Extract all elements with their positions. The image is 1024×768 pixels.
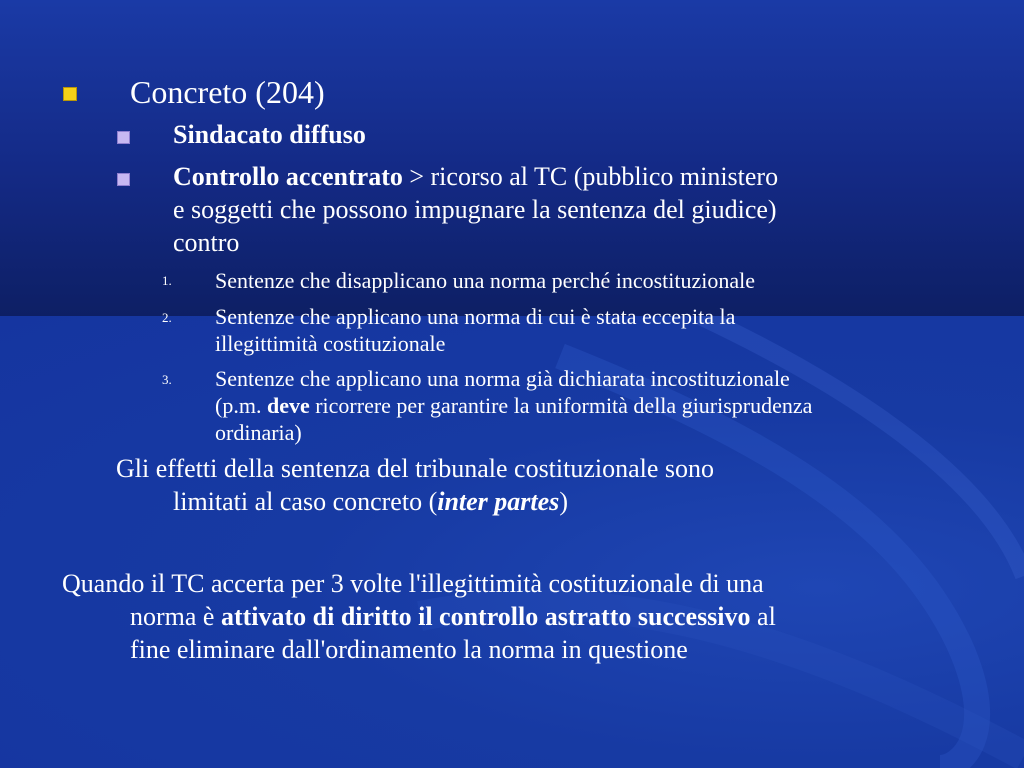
numbered-item-2-line2: illegittimità costituzionale	[215, 331, 446, 356]
numbered-item-3	[215, 366, 790, 392]
bullet-sindacato-diffuso	[173, 120, 366, 150]
numbered-item-2	[215, 304, 735, 330]
controllo-accentrato-line3-text: contro	[173, 228, 240, 257]
bullet-controllo-accentrato	[173, 162, 778, 192]
inter-partes-text: inter partes	[437, 487, 560, 516]
numbered-item-3-line2-post: ricorrere per garantire la uniformità della giurisprudenza	[309, 393, 813, 418]
numbered-item-2-cont	[215, 331, 445, 357]
effects-paragraph-line2-post: )	[559, 487, 568, 516]
final-paragraph-cont	[130, 602, 776, 632]
controllo-accentrato-bold: Controllo accentrato	[173, 162, 403, 191]
numbered-item-1-text: Sentenze che disapplicano una norma perché incostituzionale	[215, 268, 756, 293]
final-paragraph-line2-post: al	[750, 602, 776, 631]
controllo-accentrato-line2-text: e soggetti che possono impugnare la sentenza del giudice)	[173, 195, 777, 224]
list-number-1: 1.	[162, 273, 172, 288]
final-paragraph-line2-pre: norma è	[130, 602, 221, 631]
effects-paragraph-cont	[173, 487, 568, 517]
numbered-item-3-line3: ordinaria)	[215, 420, 302, 445]
heading-concreto	[130, 74, 325, 111]
final-paragraph	[62, 569, 764, 599]
numbered-item-3-line2-bold: deve	[266, 393, 310, 418]
list-number-3: 3.	[162, 372, 172, 387]
controllo-accentrato-line3	[173, 228, 239, 258]
effects-paragraph-line1: Gli effetti della sentenza del tribunale costituzionale sono	[116, 454, 715, 483]
final-paragraph-line3: fine eliminare dall'ordinamento la norma in questione	[130, 635, 688, 664]
final-paragraph-line1: Quando il TC accerta per 3 volte l'illegittimità costituzionale di una	[62, 569, 764, 598]
list-number-2: 2.	[162, 310, 172, 325]
square-bullet-icon	[63, 87, 77, 101]
effects-paragraph	[116, 454, 714, 484]
numbered-item-3-cont	[215, 393, 812, 419]
numbered-item-1	[215, 268, 755, 294]
final-paragraph-line2-bold: attivato di diritto il controllo astratto successivo	[220, 602, 751, 631]
square-bullet-icon	[117, 131, 130, 144]
heading-concreto-text: Concreto (204)	[130, 74, 325, 110]
numbered-item-3-line2-pre: (p.m.	[215, 393, 267, 418]
numbered-item-3-cont2	[215, 420, 302, 446]
numbered-item-2-line1: Sentenze che applicano una norma di cui è stata eccepita la	[215, 304, 736, 329]
numbered-item-3-line1: Sentenze che applicano una norma già dichiarata incostituzionale	[215, 366, 790, 391]
bullet-sindacato-diffuso-text: Sindacato diffuso	[173, 120, 366, 149]
final-paragraph-cont2	[130, 635, 688, 665]
controllo-accentrato-rest: > ricorso al TC (pubblico ministero	[402, 162, 779, 191]
effects-paragraph-line2-pre: limitati al caso concreto (	[173, 487, 438, 516]
square-bullet-icon	[117, 173, 130, 186]
controllo-accentrato-line2	[173, 195, 777, 225]
